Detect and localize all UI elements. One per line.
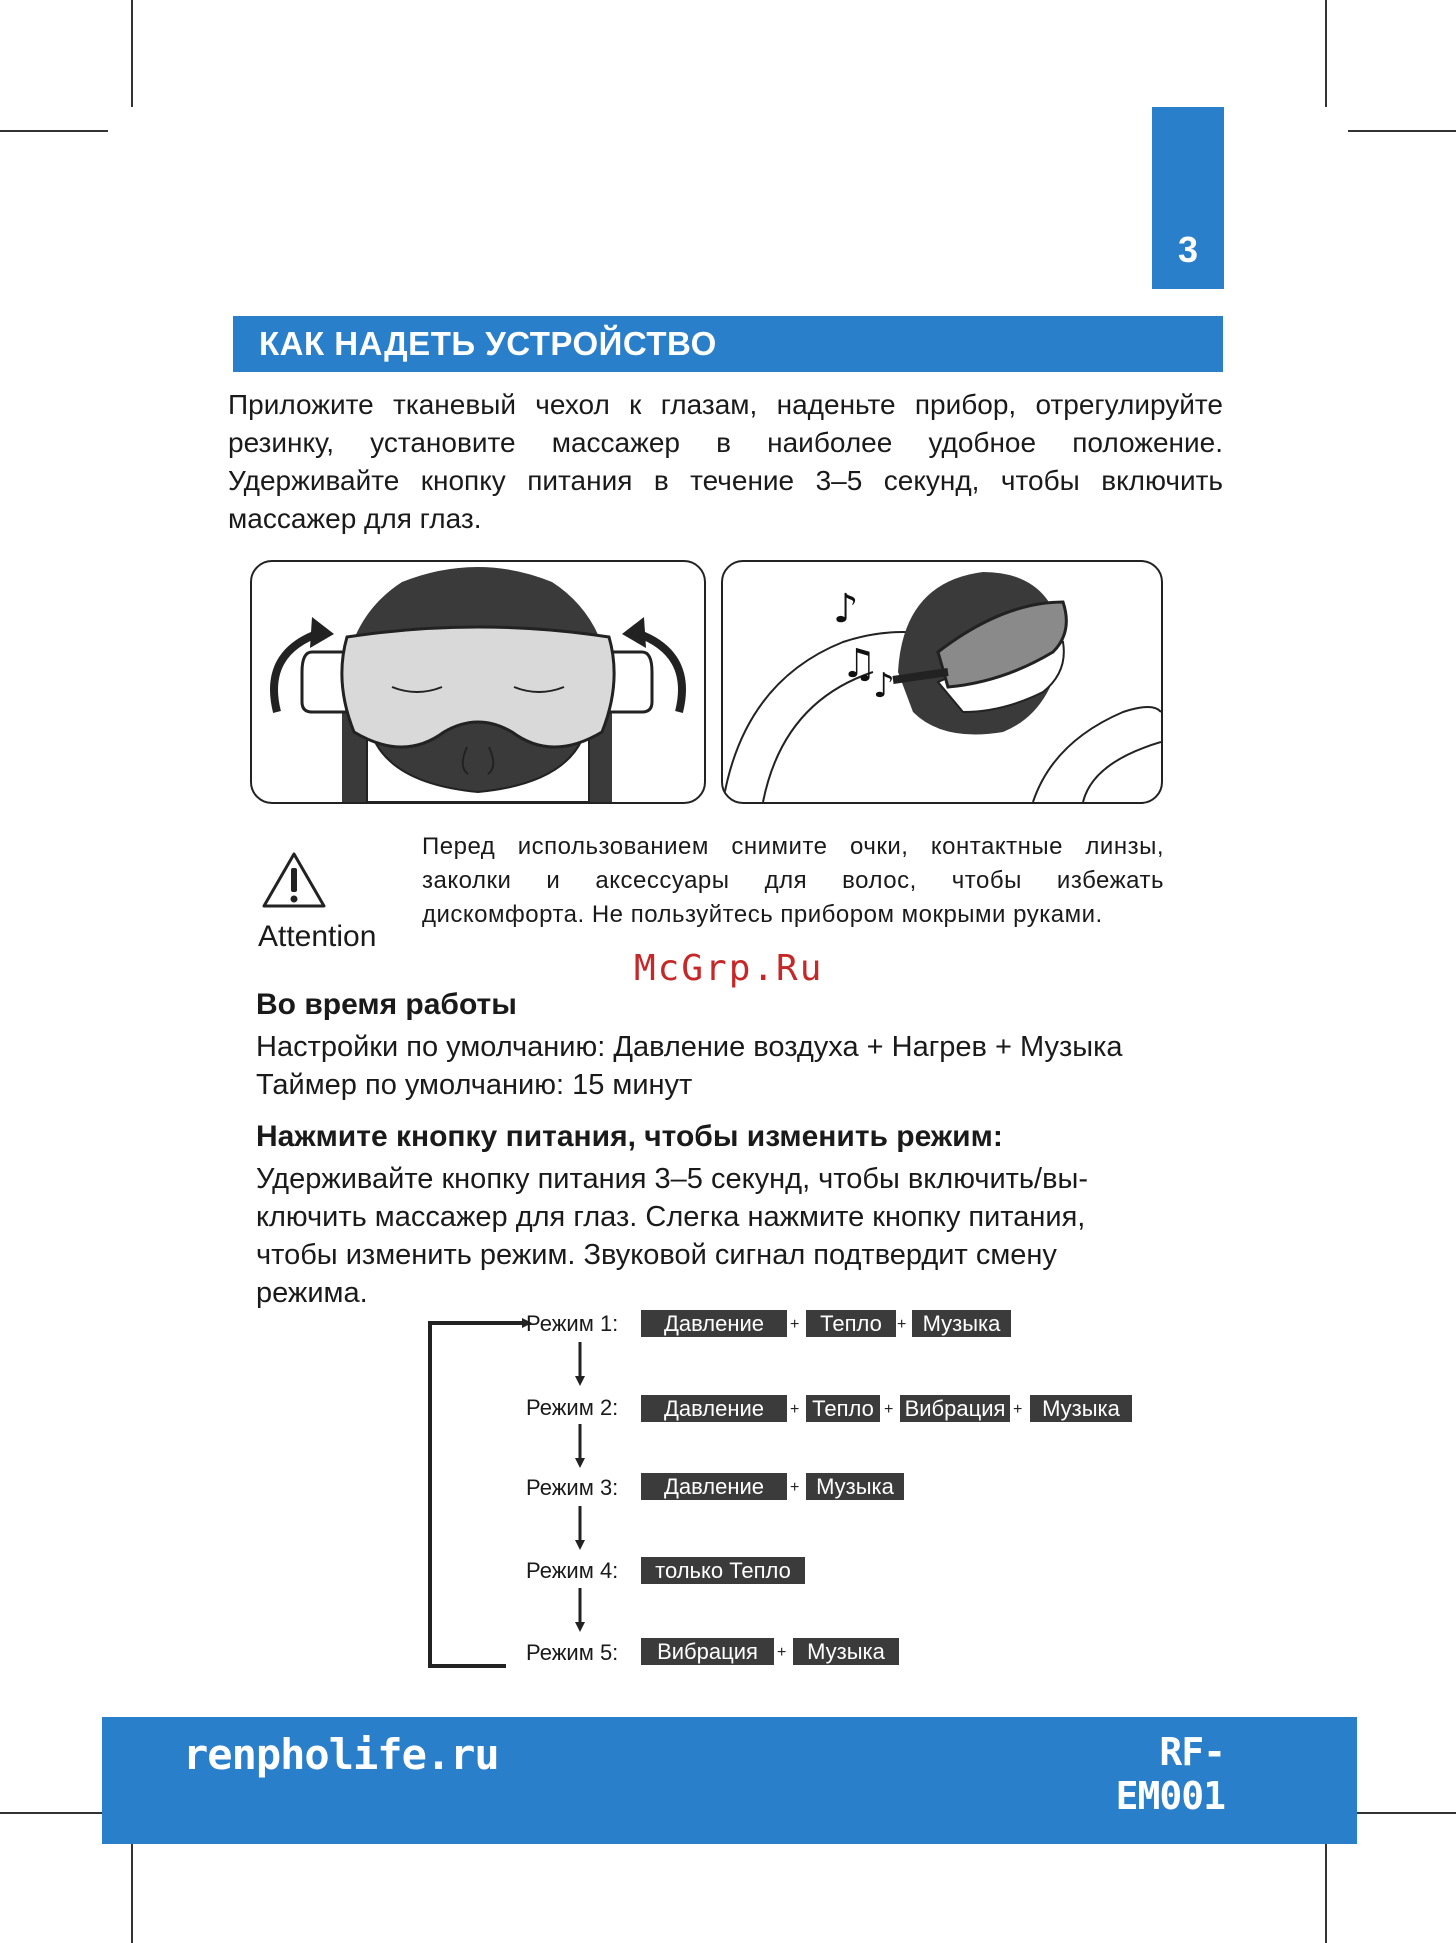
svg-text:♫: ♫ (841, 641, 877, 687)
footer-website[interactable]: renpholife.ru (183, 1730, 499, 1779)
warning-text: Перед использованием снимите очки, контактные линзы, заколки и аксессуары для волос, чтобы избежать дискомфорта. Не пользуйтесь прибором мокрыми руками. (422, 833, 1164, 928)
crop-mark (131, 0, 133, 107)
mode-chip: Вибрация (641, 1638, 774, 1665)
mode-change-line: режима. (256, 1277, 368, 1309)
mode-chip: Тепло (806, 1395, 880, 1422)
mode-change-line: Удерживайте кнопку питания 3–5 секунд, чтобы включить/вы- (256, 1163, 1089, 1195)
crop-mark (1348, 1812, 1456, 1814)
page-number: 3 (1152, 107, 1224, 289)
mode-cycle-arrows (420, 1310, 540, 1680)
default-timer: Таймер по умолчанию: 15 минут (256, 1069, 693, 1101)
mode-chip: Музыка (806, 1473, 904, 1500)
footer-model: RF-EM001 (1115, 1730, 1225, 1818)
mode-label: Режим 3: (526, 1475, 619, 1500)
plus-sign: + (884, 1401, 894, 1418)
crop-mark (1348, 130, 1456, 132)
mode-label: Режим 4: (526, 1558, 619, 1583)
operation-heading: Во время работы (256, 988, 517, 1021)
mode-change-line: ключить массажер для глаз. Слегка нажмите кнопку питания, (256, 1201, 1086, 1233)
intro-text: Приложите тканевый чехол к глазам, наденьте прибор, отрегулируйте резинку, установите массажер в наиболее удобное положение. Удерживайте кнопку питания в течение 3–5 секунд, чтобы включить массажер для глаз. (228, 389, 1223, 534)
svg-text:♪: ♪ (873, 666, 895, 706)
mode-chip: Тепло (806, 1310, 896, 1337)
crop-mark (0, 130, 108, 132)
illustration-lying-music (721, 560, 1163, 804)
mode-label: Режим 1: (526, 1311, 619, 1336)
mode-chip: Музыка (793, 1638, 899, 1665)
default-settings: Настройки по умолчанию: Давление воздуха + Нагрев + Музыка (256, 1031, 1123, 1063)
crop-mark (1325, 0, 1327, 107)
watermark: McGrp.Ru (634, 948, 824, 989)
plus-sign: + (790, 1479, 800, 1496)
mode-chip: Музыка (1030, 1395, 1132, 1422)
warning-icon (262, 852, 326, 913)
crop-mark (1325, 1836, 1327, 1943)
svg-text:♪: ♪ (833, 586, 859, 632)
plus-sign: + (777, 1644, 787, 1661)
mode-chip: только Тепло (641, 1557, 805, 1584)
crop-mark (131, 1836, 133, 1943)
mode-label: Режим 2: (526, 1395, 619, 1420)
section-title: КАК НАДЕТЬ УСТРОЙСТВО (233, 316, 1223, 372)
plus-sign: + (790, 1316, 800, 1333)
mode-change-line: чтобы изменить режим. Звуковой сигнал подтвердит смену (256, 1239, 1057, 1271)
mode-chip: Музыка (912, 1310, 1011, 1337)
plus-sign: + (897, 1316, 907, 1333)
mode-chip: Вибрация (900, 1395, 1010, 1422)
mode-chip: Давление (641, 1473, 787, 1500)
crop-mark (0, 1812, 108, 1814)
plus-sign: + (790, 1401, 800, 1418)
mode-change-heading: Нажмите кнопку питания, чтобы изменить режим: (256, 1120, 1003, 1153)
mode-chip: Давление (641, 1395, 787, 1422)
attention-label: Attention (258, 920, 377, 953)
mode-chip: Давление (641, 1310, 787, 1337)
mode-label: Режим 5: (526, 1640, 619, 1665)
illustration-put-on (250, 560, 706, 804)
plus-sign: + (1013, 1401, 1023, 1418)
